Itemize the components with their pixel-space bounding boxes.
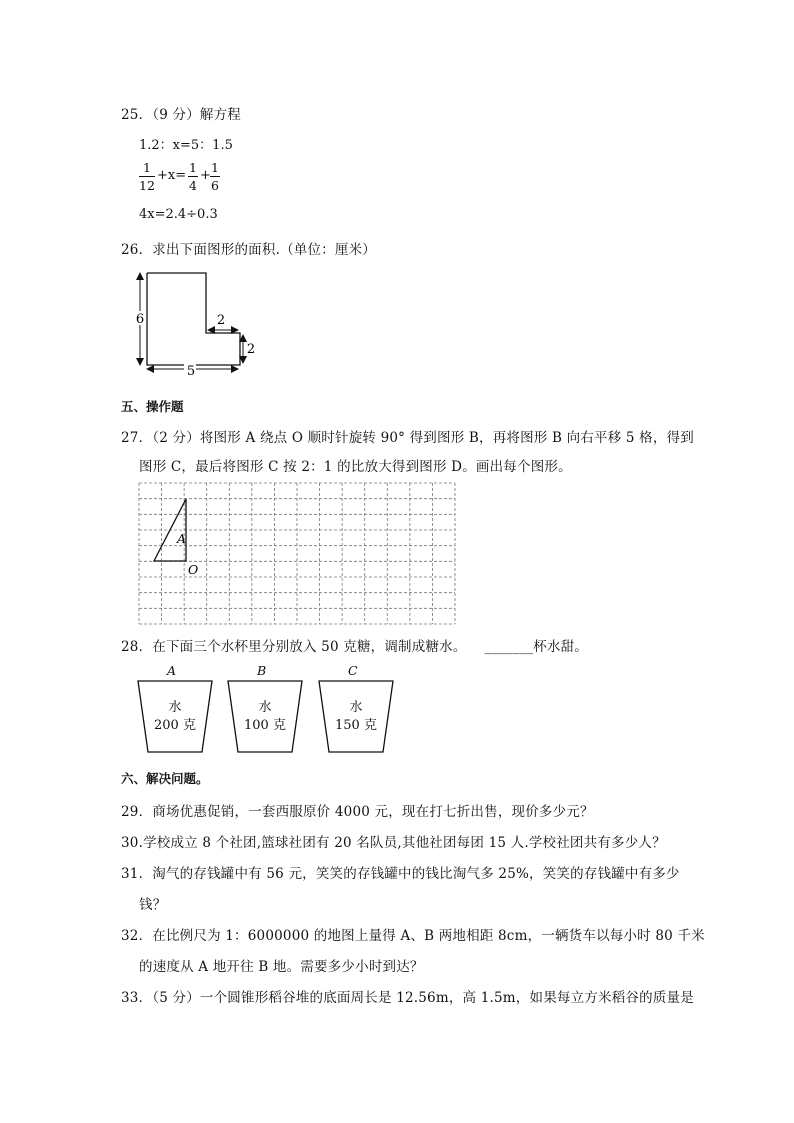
cup-water-amount: 150 克 (335, 718, 377, 733)
eq2-middle: +x= (157, 168, 187, 183)
q25-title: 25．（9 分）解方程 (121, 107, 242, 123)
cup-label: B (257, 663, 267, 678)
cup-water-amount: 100 克 (244, 718, 286, 733)
section-5-heading: 五、操作题 (121, 399, 184, 414)
dim-side-step: 2 (246, 342, 256, 357)
cup-water-label: 水 (168, 700, 182, 715)
triangle-label-a: A (177, 531, 187, 546)
l-shape-figure (130, 265, 260, 380)
q31-line-2: 钱？ (139, 897, 167, 913)
eq2-plus: + (200, 168, 211, 183)
point-label-o: O (188, 562, 199, 577)
q28-text: 28．在下面三个水杯里分别放入 50 克糖，调制成糖水。 _______杯水甜。 (121, 639, 589, 655)
dim-height: 6 (135, 312, 145, 327)
q30-text: 30.学校成立 8 个社团,篮球社团有 20 名队员,其他社团每团 15 人.学校社团共有多少人？ (121, 835, 666, 851)
q26-title: 26．求出下面图形的面积.（单位：厘米） (121, 242, 376, 258)
dim-bottom: 5 (186, 364, 196, 379)
q27-line-1: 27．（2 分）将图形 A 绕点 O 顺时针旋转 90° 得到图形 B，再将图形 B 向右平移 5 格，得到 (121, 430, 694, 446)
q25-equation-3: 4x=2.4÷0.3 (139, 207, 218, 222)
q29-text: 29．商场优惠促销，一套西服原价 4000 元，现在打七折出售，现价多少元？ (121, 804, 594, 820)
dim-top-step: 2 (216, 313, 226, 328)
answer-blank[interactable]: _______ (484, 639, 534, 655)
cup-label: A (167, 663, 177, 678)
q31-line-1: 31．淘气的存钱罐中有 56 元，笑笑的存钱罐中的钱比淘气多 25%，笑笑的存钱罐中有多少 (121, 866, 680, 882)
q32-line-1: 32．在比例尺为 1：6000000 的地图上量得 A、B 两地相距 8cm，一辆货车以每小时 80 千米 (121, 928, 705, 944)
q33-text: 33．（5 分）一个圆锥形稻谷堆的底面周长是 12.56m，高 1.5m，如果每立方米稻谷的质量是 (121, 990, 694, 1006)
q32-line-2: 的速度从 A 地开往 B 地。需要多少小时到达？ (139, 959, 424, 975)
cup-water-label: 水 (258, 700, 272, 715)
fraction-1-6: 1 6 (211, 160, 219, 193)
section-6-heading: 六、解决问题。 (121, 771, 209, 786)
grid-figure (138, 482, 456, 625)
q27-line-2: 图形 C，最后将图形 C 按 2：1 的比放大得到图形 D。画出每个图形。 (139, 459, 572, 475)
q25-equation-1: 1.2：x=5：1.5 (139, 138, 233, 153)
fraction-1-12: 1 12 (139, 160, 155, 193)
fraction-1-4: 1 4 (189, 160, 197, 193)
cup-water-label: 水 (349, 700, 363, 715)
cup-water-amount: 200 克 (154, 718, 196, 733)
cup-label: C (348, 663, 358, 678)
